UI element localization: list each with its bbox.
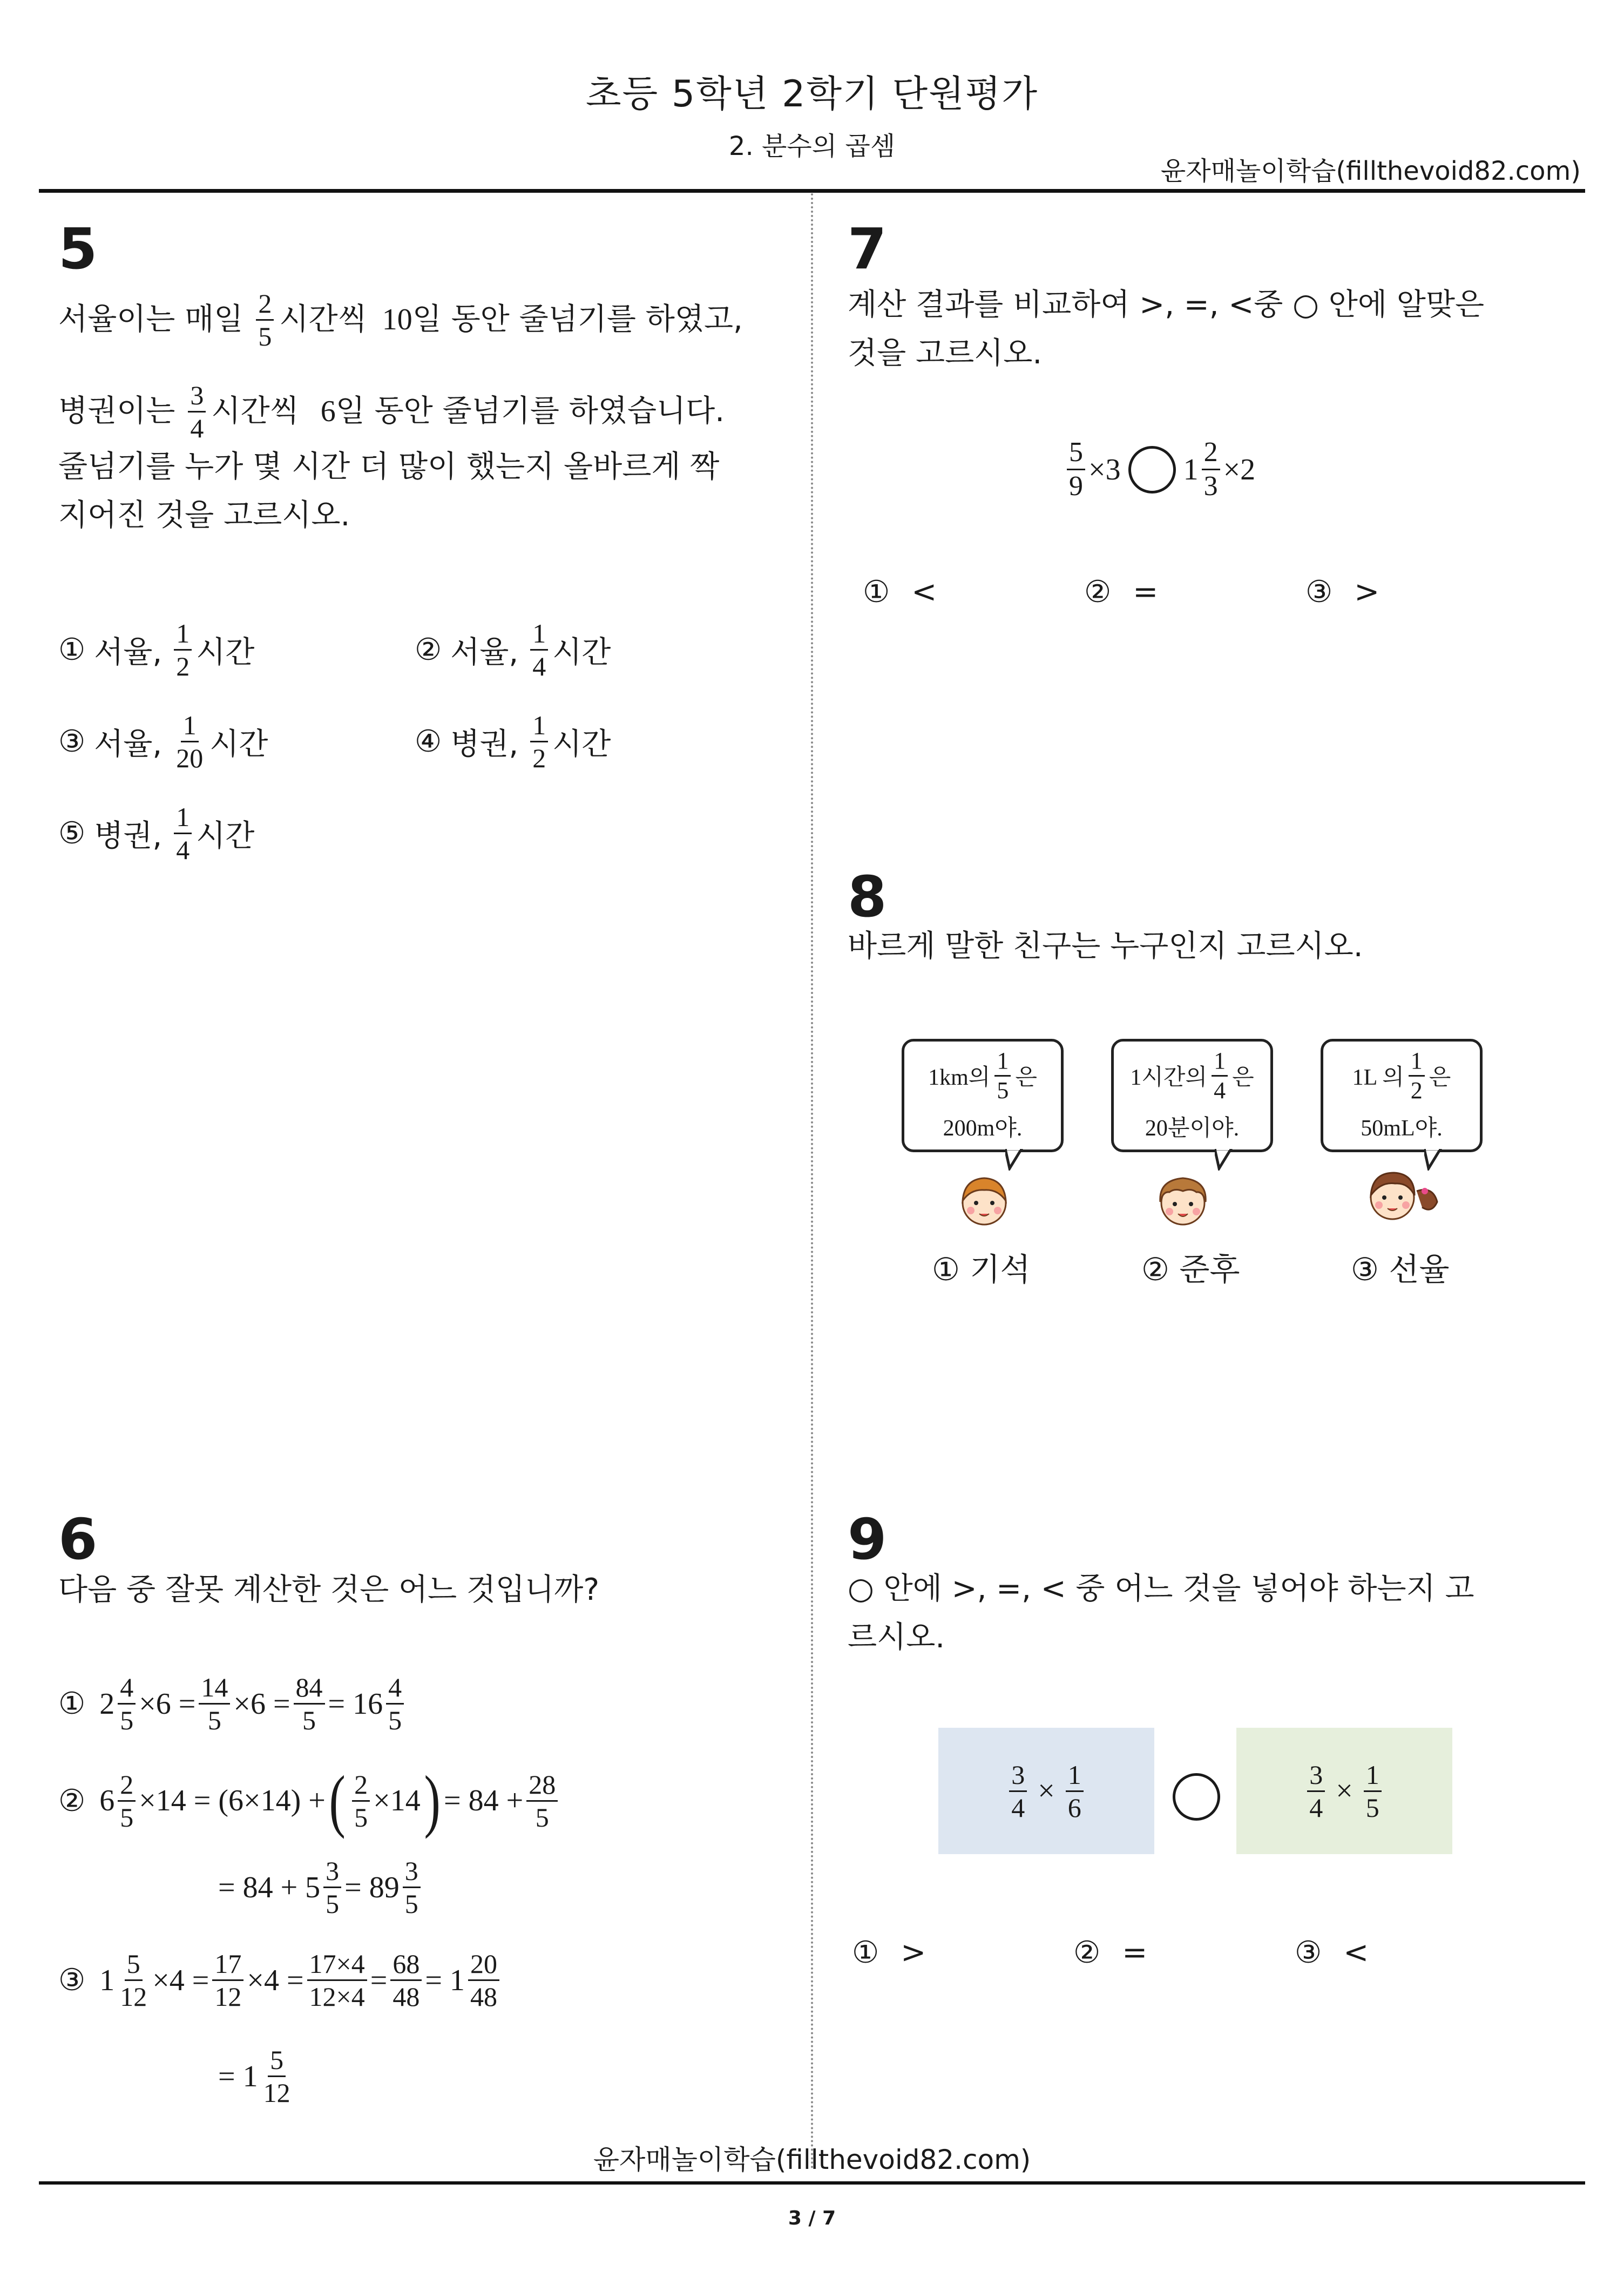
child-face-3-icon [1363,1164,1444,1223]
q5-text-2c: 일 동안 줄넘기를 하였습니다. [335,394,725,429]
speech-bubble-1: 1km의 $\frac{1}{5}$ 은 200m야. [902,1039,1064,1152]
q5-frac-1: $\frac{2}{5}$ [256,290,274,350]
q5-option-2[interactable]: ② 서율, $\frac{1}{4}$ 시간 [415,618,611,681]
q5-text-2b: 시간씩 [211,394,299,429]
q9-text-2: 르시오. [848,1620,945,1655]
question-5-text [58,288,760,540]
q7-option-1[interactable]: ① < [863,574,937,610]
q7-option-3[interactable]: ③ > [1305,574,1380,610]
q7-blank-circle[interactable] [1128,446,1176,493]
unit-subtitle: 2. 분수의 곱셈 [728,131,896,161]
column-divider [811,193,813,2171]
q9-option-1[interactable]: ① > [852,1935,926,1970]
q5-text-4: 지어진 것을 고르시오. [58,498,350,533]
question-9-text [848,1565,1593,1662]
header-site-credit: 윤자매놀이학습(fillthevoid82.com) [1160,156,1581,186]
q5-num-2: 6 [320,395,336,428]
question-8-number: 8 [848,864,887,930]
question-6-text: 다음 중 잘못 계산한 것은 어느 것입니까? [58,1572,600,1607]
q9-left-expression-box: $\frac{3}{4}$ × $\frac{1}{6}$ [938,1728,1154,1854]
q5-option-3[interactable]: ③ 서율, $\frac{1}{20}$ 시간 [58,710,268,773]
q9-option-2[interactable]: ② = [1073,1935,1148,1970]
q7-option-2[interactable]: ② = [1084,574,1159,610]
q7-expression: $\frac{5}{9}$ ×3 1 $\frac{2}{3}$ ×2 [1064,438,1255,501]
q8-option-2[interactable]: ② 준후 [1141,1251,1240,1288]
q5-option-5-frac: $\frac{1}{4}$ [174,803,192,863]
q5-option-5[interactable]: ⑤ 병권, $\frac{1}{4}$ 시간 [58,802,255,865]
q6-option-1[interactable]: ① 2 $\frac{4}{5}$ ×6 = $\frac{14}{5}$ ×6 = $\frac{84}{5}$ = 16 $\frac{4}{5}$ [58,1674,407,1734]
speech-bubble-3: 1L 의 $\frac{1}{2}$ 은 50mL야. [1321,1039,1483,1152]
q9-blank-circle[interactable] [1173,1773,1220,1821]
header-rule [39,189,1585,193]
q5-text-1b: 시간씩 [279,302,367,337]
q5-text-1a: 서율이는 매일 [58,302,243,337]
question-7-text [848,281,1593,378]
q5-text-2a: 병권이는 [58,394,175,429]
child-face-1-icon [955,1169,1014,1229]
q5-option-2-frac: $\frac{1}{4}$ [530,620,548,680]
question-8-text: 바르게 말한 친구는 누구인지 고르시오. [848,929,1363,964]
q5-num-1: 10 [382,303,412,336]
q9-text-1: ○ 안에 >, =, < 중 어느 것을 넣어야 하는지 고 [848,1571,1474,1606]
question-6-number: 6 [58,1506,98,1572]
child-face-2-icon [1153,1169,1213,1229]
q8-option-1[interactable]: ① 기석 [932,1251,1031,1288]
q9-option-3[interactable]: ③ < [1295,1935,1369,1970]
footer-site-credit: 윤자매놀이학습(fillthevoid82.com) [593,2144,1031,2175]
q8-option-3[interactable]: ③ 선율 [1351,1251,1450,1288]
speech-bubble-2: 1시간의 $\frac{1}{4}$ 은 20분이야. [1111,1039,1273,1152]
page-number: 3 / 7 [788,2207,836,2229]
q7-text-2: 것을 고르시오. [848,336,1043,371]
q6-option-3[interactable]: ③ 1 $\frac{5}{12}$ ×4 = $\frac{17}{12}$ ×4 = $\frac{17\times 4}{12\times 4}$ = $\frac{68}{48}$ = 1 $\frac{20}{48}$ [58,1950,503,2010]
q5-frac-2: $\frac{3}{4}$ [188,382,206,442]
speech-bubble-1-tail [1005,1149,1027,1171]
q5-option-3-frac: $\frac{1}{20}$ [176,710,204,773]
q5-option-4-frac: $\frac{1}{2}$ [530,712,548,772]
page-title: 초등 5학년 2학기 단원평가 [585,73,1039,116]
q6-option-2-continued: = 84 + 5 $\frac{3}{5}$ = 89 $\frac{3}{5}$ [218,1857,424,1917]
q5-option-4[interactable]: ④ 병권, $\frac{1}{2}$ 시간 [415,710,611,773]
q5-option-1-frac: $\frac{1}{2}$ [174,620,192,680]
speech-bubble-2-tail [1215,1149,1236,1171]
q7-text-1: 계산 결과를 비교하여 >, =, <중 ○ 안에 알맞은 [848,287,1485,322]
q9-right-expression-box: $\frac{3}{4}$ × $\frac{1}{5}$ [1236,1728,1452,1854]
footer-rule [39,2181,1585,2185]
q6-option-3-continued: = 1 $\frac{5}{12}$ [218,2045,290,2108]
question-9-number: 9 [848,1506,887,1572]
q5-text-3: 줄넘기를 누가 몇 시간 더 많이 했는지 올바르게 짝 [58,449,720,484]
q6-option-2[interactable]: ② 6 $\frac{2}{5}$ ×14 = (6×14) + ( $\frac{2}{5}$ ×14 ) = 84 + $\frac{28}{5}$ [58,1766,561,1836]
question-5-number: 5 [58,216,98,282]
question-7-number: 7 [848,216,887,282]
q5-text-1c: 일 동안 줄넘기를 하였고, [412,302,743,337]
q5-option-1[interactable]: ① 서율, $\frac{1}{2}$ 시간 [58,618,255,681]
